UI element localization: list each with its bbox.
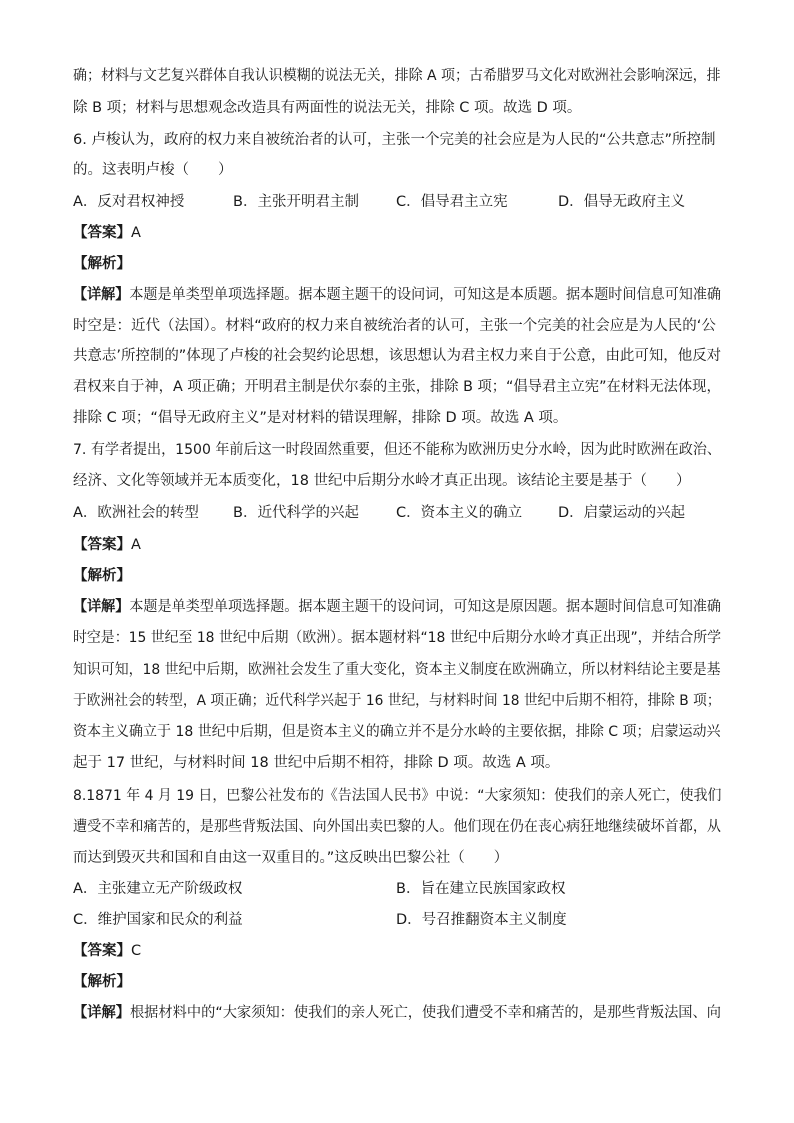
q7-detail-line: 起于 17 世纪，与材料时间 18 世纪中后期不相符，排除 D 项。故选 A 项。 [73,755,560,771]
q8-option-a: A．主张建立无产阶级政权 [73,881,243,897]
q6-option-b: B．主张开明君主制 [233,194,359,210]
answer-tag: 【答案】 [73,943,131,959]
q7-detail-line: 资本主义确立于 18 世纪中后期，但是资本主义的确立并不是分水岭的主要依据，排除 C 项；启蒙运动兴 [73,724,721,740]
q7-detail-line: 于欧洲社会的转型，A 项正确；近代科学兴起于 16 世纪，与材料时间 18 世纪中后期不相符，排除 B 项； [73,693,721,709]
q7-option-d: D．启蒙运动的兴起 [558,505,686,521]
answer-tag: 【答案】 [73,537,131,553]
answer-value: A [131,537,141,553]
q6-detail-line: 时空是：近代（法国）。材料“政府的权力来自被统治者的认可，主张一个完美的社会应是为人民的‘公 [73,318,716,334]
q8-stem-line: 8.1871 年 4 月 19 日，巴黎公社发布的《告法国人民书》中说：“大家须知：使我们的亲人死亡，使我们 [73,788,722,804]
q7-detail-line: 知识可知，18 世纪中后期，欧洲社会发生了重大变化，资本主义制度在欧洲确立，所以材料结论主要是基 [73,662,721,678]
q6-option-c: C．倡导君主立宪 [396,194,508,210]
detail-text: 根据材料中的“大家须知：使我们的亲人死亡，使我们遭受不幸和痛苦的，是那些背叛法国、向 [129,1005,722,1021]
q8-option-c: C．维护国家和民众的利益 [73,912,243,928]
q8-stem-line: 而达到毁灭共和国和自由这一双重目的。”这反映出巴黎公社（ ） [73,850,509,866]
q7-detail-line [73,597,721,617]
answer-tag: 【答案】 [73,225,131,241]
detail-tag: 【详解】 [73,287,130,303]
q7-answer [73,535,141,555]
q6-stem-line: 的。这表明卢梭（ ） [73,162,233,178]
q6-detail-line [73,285,721,305]
q8-option-b: B．旨在建立民族国家政权 [396,881,566,897]
q6-analysis-tag: 【解析】 [73,256,131,272]
q7-detail-line: 时空是：15 世纪至 18 世纪中后期（欧洲）。据本题材料“18 世纪中后期分水岭才真正出现”，并结合所学 [73,630,722,646]
detail-tag: 【详解】 [73,599,130,615]
q6-stem-line: 6. 卢梭认为，政府的权力来自被统治者的认可，主张一个完美的社会应是为人民的“公共意志”所控制 [73,132,716,148]
q7-option-a: A．欧洲社会的转型 [73,505,199,521]
q8-answer [73,941,141,961]
q8-detail-line [73,1003,721,1023]
q7-analysis-tag: 【解析】 [73,568,131,584]
q6-option-d: D．倡导无政府主义 [558,194,686,210]
answer-value: C [131,943,142,959]
q7-stem-line: 经济、文化等领域并无本质变化，18 世纪中后期分水岭才真正出现。该结论主要是基于（ ） [73,473,691,489]
intro-line: 除 B 项；材料与思想观念改造具有两面性的说法无关，排除 C 项。故选 D 项。 [73,100,582,116]
q8-stem-line: 遭受不幸和痛苦的，是那些背叛法国、向外国出卖巴黎的人。他们现在仍在丧心病狂地继续破坏首都，从 [73,819,721,835]
q6-detail-line: 排除 C 项；“倡导无政府主义”是对材料的错误理解，排除 D 项。故选 A 项。 [73,410,568,426]
q6-option-a: A．反对君权神授 [73,194,185,210]
q6-detail-line: 君权来自于神，A 项正确；开明君主制是伏尔泰的主张，排除 B 项；“倡导君主立宪”在材料无法体现， [73,379,721,395]
q6-answer [73,223,141,243]
q6-detail-line: 共意志’所控制的”体现了卢梭的社会契约论思想，该思想认为君主权力来自于公意，由此可知，他反对 [73,348,722,364]
q7-option-b: B．近代科学的兴起 [233,505,359,521]
q8-option-d: D．号召推翻资本主义制度 [396,912,567,928]
detail-text: 本题是单类型单项选择题。据本题主题干的设问词，可知这是原因题。据本题时间信息可知准确 [129,599,721,615]
answer-value: A [131,225,141,241]
intro-line: 确；材料与文艺复兴群体自我认识模糊的说法无关，排除 A 项；古希腊罗马文化对欧洲社会影响深远，排 [73,68,721,84]
q8-analysis-tag: 【解析】 [73,974,131,990]
detail-tag: 【详解】 [73,1005,130,1021]
detail-text: 本题是单类型单项选择题。据本题主题干的设问词，可知这是本质题。据本题时间信息可知准确 [129,287,721,303]
q7-option-c: C．资本主义的确立 [396,505,523,521]
q7-stem-line: 7. 有学者提出，1500 年前后这一时段固然重要，但还不能称为欧洲历史分水岭，因为此时欧洲在政治、 [73,442,721,458]
